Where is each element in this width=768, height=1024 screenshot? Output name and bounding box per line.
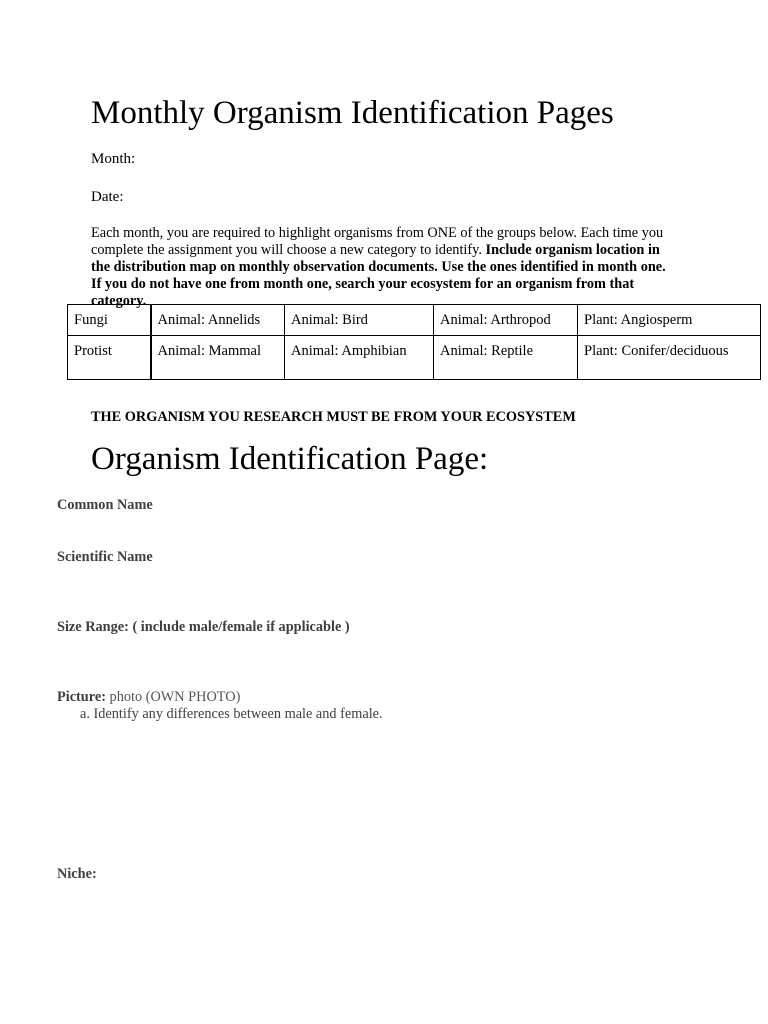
list-marker: a. <box>80 706 90 722</box>
picture-note: photo (OWN PHOTO) <box>109 689 241 705</box>
table-cell: Animal: Arthropod <box>434 305 578 336</box>
picture-label: Picture: <box>57 689 106 705</box>
ecosystem-note: THE ORGANISM YOU RESEARCH MUST BE FROM YOUR ECOSYSTEM <box>91 409 576 425</box>
table-cell: Fungi <box>68 305 151 336</box>
instructions-plain-text: Each month, you are required to highlight organisms from ONE of the groups below. Each time you complete the assignment you will choose a new category to identify. <box>91 225 664 258</box>
table-cell: Animal: Bird <box>285 305 434 336</box>
instructions-paragraph <box>91 225 676 310</box>
page-title: Monthly Organism Identification Pages <box>91 95 614 131</box>
table-cell: Plant: Conifer/deciduous <box>578 336 761 380</box>
instructions-bold-text: Include organism location in the distribution map on monthly observation documents. Use the ones identified in month one. If you do not have one from month one, search your ecosystem for an organism from that category. <box>91 242 666 309</box>
table-cell: Protist <box>68 336 151 380</box>
niche-label: Niche: <box>57 866 97 882</box>
picture-field <box>57 689 240 706</box>
table-row <box>68 305 761 336</box>
table-cell: Animal: Mammal <box>151 336 285 380</box>
table-cell: Animal: Annelids <box>151 305 285 336</box>
month-label: Month: <box>91 151 136 167</box>
table-row <box>68 336 761 380</box>
picture-instruction: Identify any differences between male and female. <box>93 706 383 722</box>
scientific-name-label: Scientific Name <box>57 549 153 565</box>
list-item <box>80 706 383 723</box>
common-name-label: Common Name <box>57 497 153 513</box>
section-title: Organism Identification Page: <box>91 441 489 477</box>
organism-groups-table <box>67 304 761 380</box>
table-cell: Animal: Amphibian <box>285 336 434 380</box>
date-label: Date: <box>91 189 124 205</box>
table-cell: Plant: Angiosperm <box>578 305 761 336</box>
table-cell: Animal: Reptile <box>434 336 578 380</box>
size-range-label: Size Range: ( include male/female if applicable ) <box>57 619 350 635</box>
